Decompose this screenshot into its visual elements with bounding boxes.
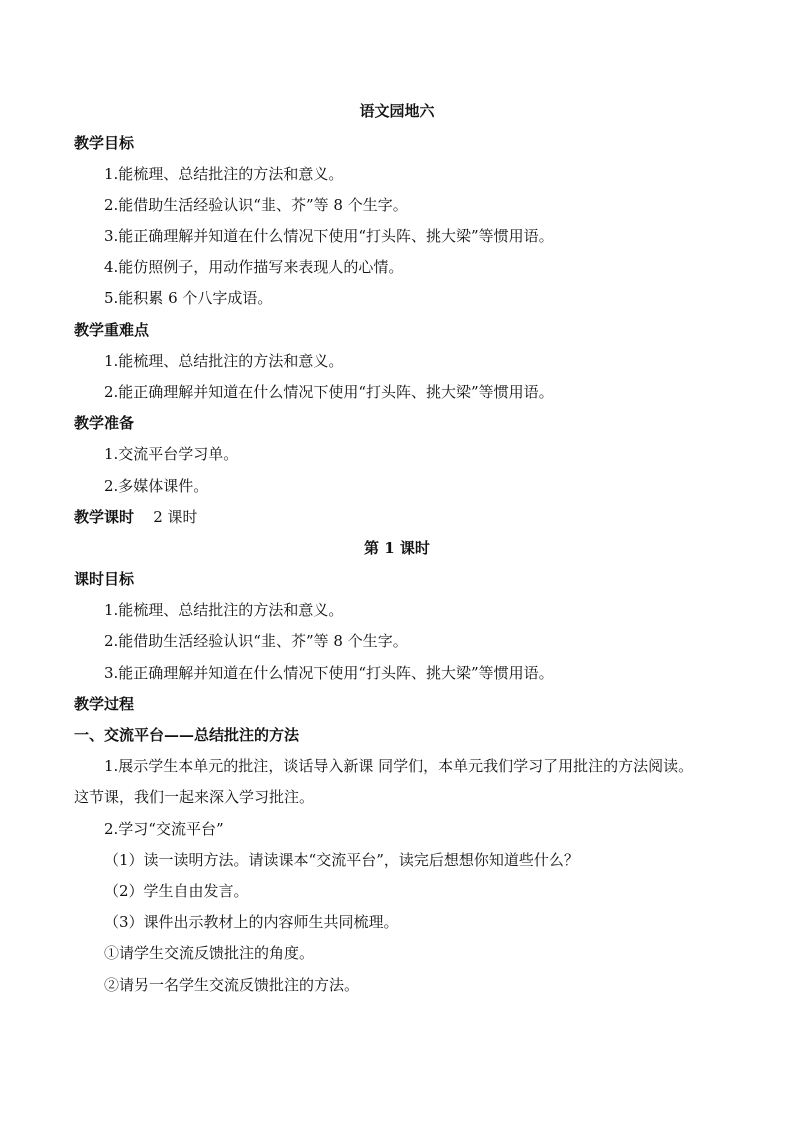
- process-paragraph-continuation: 这节课，我们一起来深入学习批注。: [74, 788, 315, 806]
- class-hours-value: 2 课时: [153, 508, 198, 526]
- process-heading: 教学过程: [74, 695, 135, 713]
- teaching-goal-item: 4.能仿照例子，用动作描写来表现人的心情。: [104, 258, 404, 276]
- lesson-title: 第 1 课时: [364, 539, 430, 557]
- key-points-heading: 教学重难点: [74, 321, 150, 339]
- process-paragraph: 1.展示学生本单元的批注，谈话导入新课 同学们，本单元我们学习了用批注的方法阅读。: [104, 757, 694, 775]
- preparation-item: 2.多媒体课件。: [104, 477, 209, 495]
- process-subitem: （1）读一读明方法。请读课本“交流平台”，读完后想想你知道些什么？: [104, 851, 579, 869]
- teaching-goal-item: 3.能正确理解并知道在什么情况下使用“打头阵、挑大梁”等惯用语。: [104, 227, 554, 245]
- key-point-item: 2.能正确理解并知道在什么情况下使用“打头阵、挑大梁”等惯用语。: [104, 383, 554, 401]
- process-subitem: （3）课件出示教材上的内容师生共同梳理。: [104, 913, 399, 931]
- preparation-item: 1.交流平台学习单。: [104, 445, 239, 463]
- section1-heading: 一、交流平台——总结批注的方法: [74, 726, 300, 744]
- lesson-goal-item: 2.能借助生活经验认识“韭、芥”等 8 个生字。: [104, 632, 408, 650]
- process-paragraph: 2.学习“交流平台”: [104, 820, 224, 838]
- key-point-item: 1.能梳理、总结批注的方法和意义。: [104, 352, 344, 370]
- process-circle-item: ②请另一名学生交流反馈批注的方法。: [104, 976, 360, 994]
- lesson-goals-heading: 课时目标: [74, 570, 135, 588]
- teaching-goal-item: 2.能借助生活经验认识“韭、芥”等 8 个生字。: [104, 196, 408, 214]
- class-hours-line: [74, 507, 198, 527]
- preparation-heading: 教学准备: [74, 414, 135, 432]
- teaching-goal-item: 5.能积累 6 个八字成语。: [104, 289, 273, 307]
- teaching-goals-heading: 教学目标: [74, 134, 135, 152]
- process-subitem: （2）学生自由发言。: [104, 882, 249, 900]
- teaching-goal-item: 1.能梳理、总结批注的方法和意义。: [104, 165, 344, 183]
- process-circle-item: ①请学生交流反馈批注的角度。: [104, 944, 315, 962]
- document-title: 语文园地六: [359, 102, 435, 120]
- lesson-goal-item: 3.能正确理解并知道在什么情况下使用“打头阵、挑大梁”等惯用语。: [104, 664, 554, 682]
- class-hours-heading: 教学课时: [74, 508, 135, 526]
- lesson-goal-item: 1.能梳理、总结批注的方法和意义。: [104, 601, 344, 619]
